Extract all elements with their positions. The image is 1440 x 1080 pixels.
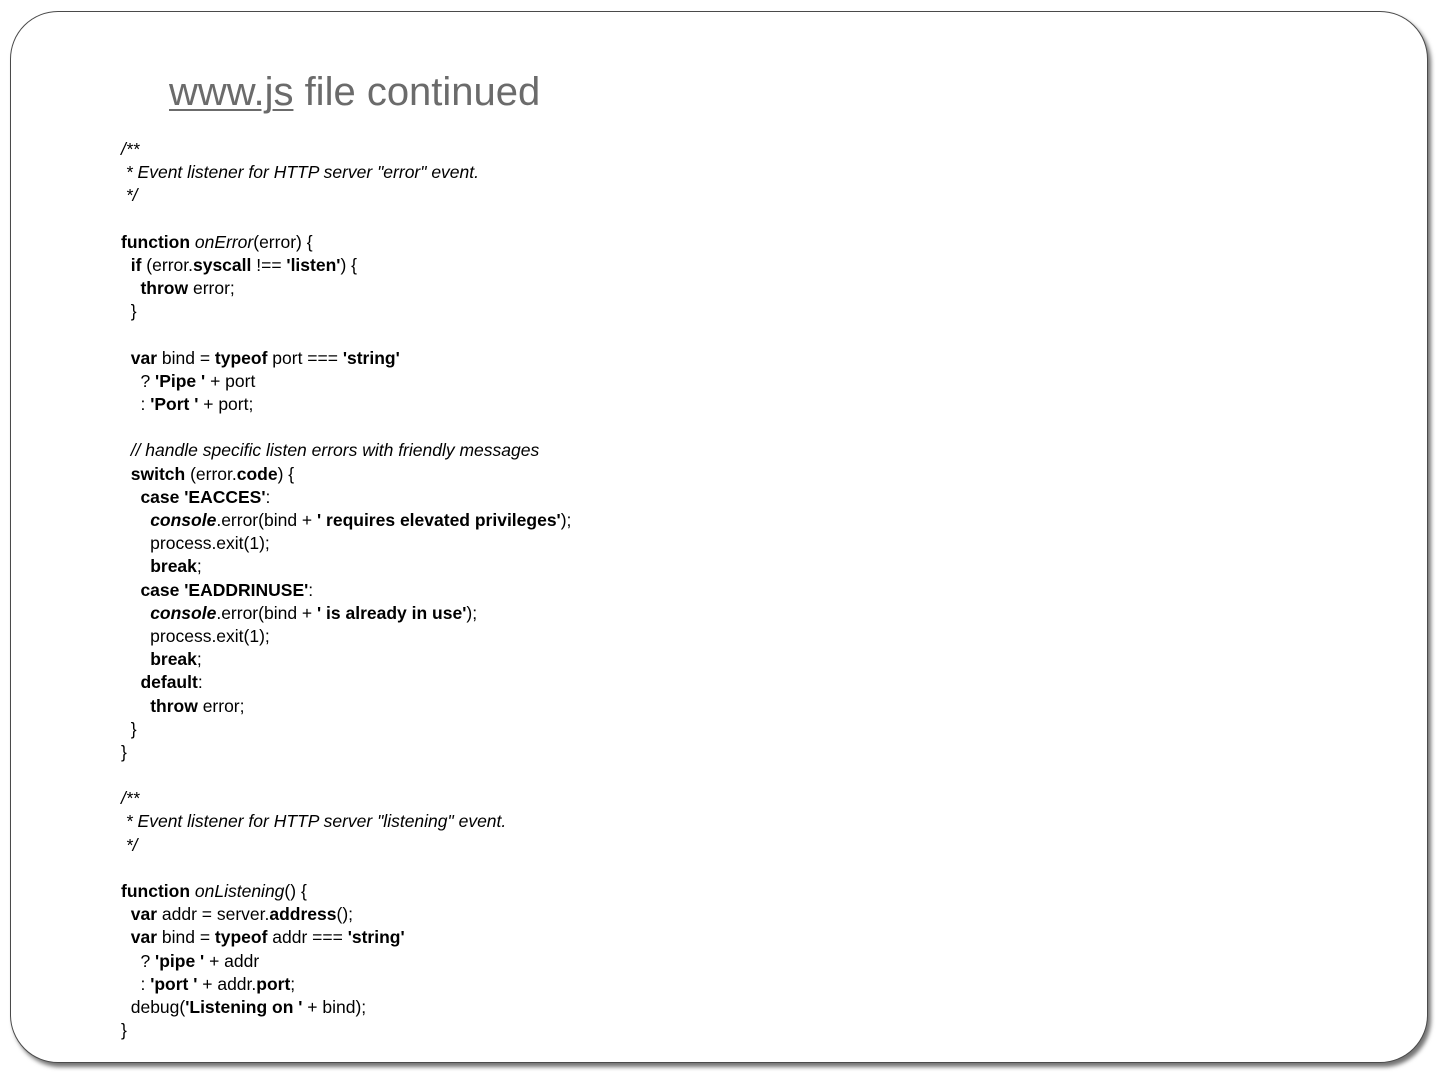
- code-token: */: [121, 834, 138, 855]
- code-token: 'port ': [150, 973, 198, 994]
- code-token: // handle specific listen errors with friendly messages: [121, 440, 540, 461]
- code-line: [121, 300, 571, 323]
- code-token: 'EACCES': [184, 486, 266, 507]
- code-token: /**: [121, 139, 140, 159]
- code-line: [121, 555, 571, 578]
- code-token: ?: [121, 370, 156, 391]
- code-token: */: [121, 185, 138, 206]
- code-line: [121, 347, 571, 370]
- code-token: [121, 603, 150, 623]
- code-line: [121, 370, 571, 393]
- slide-frame: [10, 11, 1428, 1063]
- code-token: switch: [130, 463, 186, 484]
- code-token: [121, 464, 131, 484]
- code-token: var: [130, 927, 158, 948]
- code-token: ;: [196, 649, 202, 670]
- code-token: );: [560, 510, 572, 530]
- code-token: break: [150, 556, 197, 577]
- code-token: console: [150, 602, 217, 623]
- code-token: !==: [251, 254, 287, 275]
- code-token: ) {: [340, 254, 357, 275]
- code-token: 'Port ': [150, 394, 199, 415]
- code-token: case: [140, 579, 180, 600]
- code-line: [121, 880, 571, 903]
- code-token: (error.: [185, 463, 237, 484]
- code-token: + addr: [204, 950, 260, 971]
- code-line: [121, 671, 571, 694]
- code-line: [121, 996, 571, 1019]
- code-token: onError: [194, 231, 254, 252]
- code-token: [121, 348, 131, 368]
- code-token: /**: [121, 788, 140, 809]
- code-token: * Event listener for HTTP server "listening" event.: [121, 811, 507, 832]
- title-text: file continued: [293, 70, 541, 114]
- code-line: [121, 463, 571, 486]
- code-line: [121, 787, 571, 810]
- code-line: [121, 439, 571, 462]
- code-line: [121, 579, 571, 602]
- code-token: :: [121, 973, 151, 994]
- code-token: var: [130, 904, 158, 925]
- code-token: :: [265, 486, 271, 507]
- code-token: );: [466, 602, 478, 623]
- code-token: var: [130, 347, 158, 368]
- code-token: [121, 510, 150, 530]
- code-token: throw: [150, 695, 198, 716]
- title-link[interactable]: www.js: [169, 70, 294, 114]
- code-token: :: [121, 394, 151, 415]
- code-token: ) {: [277, 463, 295, 484]
- code-token: .error(bind +: [216, 510, 317, 530]
- code-token: 'EADDRINUSE': [184, 579, 309, 600]
- code-token: () {: [284, 881, 307, 901]
- code-token: port: [256, 973, 291, 994]
- code-token: code: [236, 463, 278, 484]
- code-line: [121, 324, 571, 347]
- code-line: [121, 532, 571, 555]
- code-token: ?: [121, 950, 156, 971]
- code-line: [121, 741, 571, 764]
- code-token: :: [197, 672, 203, 693]
- code-token: debug(: [121, 996, 186, 1017]
- code-line: [121, 973, 571, 996]
- code-token: error;: [188, 278, 235, 299]
- code-token: [121, 649, 150, 669]
- code-token: [121, 255, 131, 275]
- code-line: [121, 926, 571, 949]
- code-token: ;: [290, 973, 296, 994]
- code-token: process.exit(1);: [121, 533, 270, 554]
- code-token: ();: [336, 904, 354, 925]
- code-token: }: [121, 741, 127, 762]
- code-token: syscall: [192, 254, 252, 275]
- code-token: case: [140, 486, 180, 507]
- code-block: [121, 138, 571, 1042]
- code-line: [121, 161, 571, 184]
- code-token: break: [150, 649, 197, 670]
- code-token: 'pipe ': [155, 950, 205, 971]
- code-token: }: [121, 1020, 127, 1041]
- code-line: [121, 254, 571, 277]
- code-line: [121, 834, 571, 857]
- code-token: 'Listening on ': [185, 996, 303, 1017]
- code-line: [121, 857, 571, 880]
- code-token: + port: [205, 370, 256, 391]
- code-token: typeof: [214, 927, 268, 948]
- code-token: [121, 580, 140, 600]
- code-line: [121, 718, 571, 741]
- code-token: (error.: [141, 254, 193, 275]
- code-line: [121, 393, 571, 416]
- code-line: [121, 138, 571, 161]
- code-line: [121, 764, 571, 787]
- code-token: console: [150, 510, 217, 530]
- code-token: + port;: [198, 394, 254, 415]
- code-token: [121, 556, 150, 576]
- code-token: [121, 696, 150, 716]
- code-token: typeof: [214, 347, 268, 368]
- code-token: .error(bind +: [216, 602, 317, 623]
- code-line: [121, 648, 571, 671]
- code-line: [121, 695, 571, 718]
- code-token: 'string': [347, 927, 405, 948]
- code-token: + addr.: [197, 973, 257, 994]
- code-token: [121, 278, 140, 298]
- code-line: [121, 277, 571, 300]
- code-line: [121, 950, 571, 973]
- code-token: function: [121, 231, 191, 252]
- code-token: 'string': [342, 347, 400, 368]
- code-token: (error) {: [253, 231, 313, 252]
- code-line: [121, 416, 571, 439]
- code-token: 'Pipe ': [155, 370, 206, 391]
- code-line: [121, 625, 571, 648]
- code-line: [121, 509, 571, 532]
- code-token: throw: [140, 278, 189, 299]
- code-line: [121, 208, 571, 231]
- code-token: + bind);: [302, 996, 367, 1017]
- code-token: }: [121, 301, 137, 322]
- code-token: process.exit(1);: [121, 625, 270, 646]
- code-line: [121, 184, 571, 207]
- slide-title: [169, 68, 540, 116]
- code-token: addr = server.: [157, 904, 270, 925]
- code-token: ' requires elevated privileges': [317, 510, 561, 530]
- code-line: [121, 602, 571, 625]
- code-token: addr ===: [267, 927, 348, 948]
- code-token: bind =: [157, 927, 215, 948]
- code-token: [121, 927, 131, 947]
- code-token: port ===: [267, 347, 343, 368]
- code-token: * Event listener for HTTP server "error" event.: [121, 162, 479, 183]
- code-token: default: [140, 672, 198, 693]
- code-line: [121, 810, 571, 833]
- code-token: ;: [196, 556, 202, 577]
- code-token: :: [308, 579, 314, 600]
- code-line: [121, 903, 571, 926]
- code-token: function: [121, 881, 191, 901]
- code-line: [121, 486, 571, 509]
- code-token: [121, 904, 131, 924]
- code-line: [121, 231, 571, 254]
- code-token: bind =: [157, 347, 215, 368]
- code-token: 'listen': [286, 254, 341, 275]
- code-token: }: [121, 718, 137, 739]
- code-token: [121, 672, 140, 692]
- code-line: [121, 1019, 571, 1042]
- code-token: error;: [197, 695, 245, 716]
- code-token: address: [269, 904, 337, 925]
- code-token: [121, 487, 140, 507]
- code-token: onListening: [194, 881, 285, 901]
- code-token: if: [130, 254, 142, 275]
- code-token: ' is already in use': [317, 602, 467, 623]
